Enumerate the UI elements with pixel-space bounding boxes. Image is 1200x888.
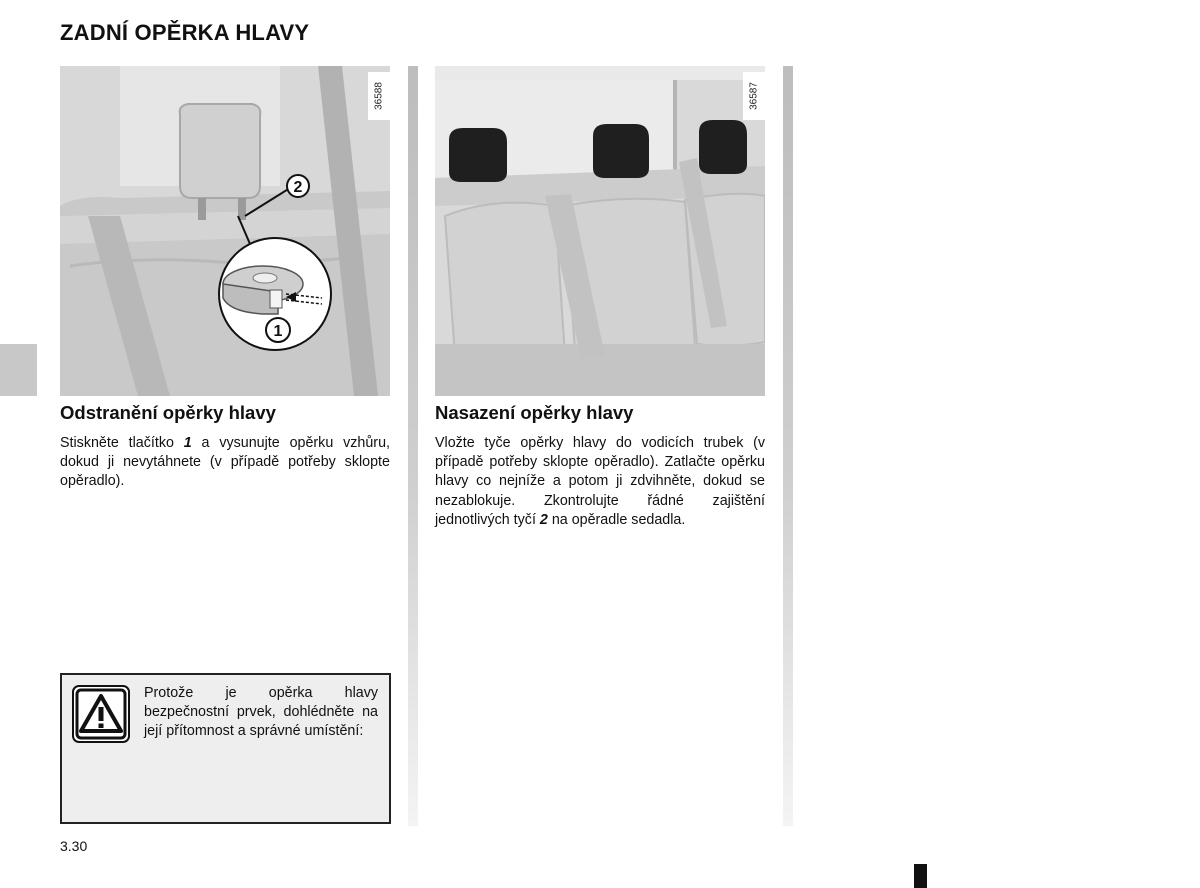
heading-fitting: Nasazení opěrky hlavy <box>435 402 634 423</box>
fitting-instructions: Vložte tyče opěrky hlavy do vodicích trubek (v případě potřeby sklopte opěradlo). Zatlačte opěrku hlavy co nejníže a potom ji zdvihněte, dokud se nezablokuje. Zkontrolujte řádné zajištění jednotlivých tyčí 2 na opěradle sedadla. <box>435 435 765 528</box>
column-divider-right <box>783 66 793 826</box>
page-number: 3.30 <box>60 838 88 854</box>
callout-2: 2 <box>293 179 303 196</box>
figure-code-label: 36587 <box>743 72 765 120</box>
illustration-rear-bench <box>435 66 765 396</box>
chapter-tab <box>0 344 37 396</box>
illustration-seat-closeup <box>60 66 390 396</box>
figure-headrest-fitting <box>435 66 765 396</box>
warning-box <box>60 673 391 824</box>
ref-rod-2: 2 <box>539 511 548 528</box>
figure-headrest-removal <box>60 66 390 396</box>
page-title: ZADNÍ OPĚRKA HLAVY <box>60 20 310 45</box>
heading-removal: Odstranění opěrky hlavy <box>60 402 276 423</box>
removal-instructions: Stiskněte tlačítko 1 a vysunujte opěrku vzhůru, dokud ji nevytáhnete (v případě potřeby sklopte opěradlo). <box>60 435 390 490</box>
warning-triangle-icon <box>72 685 130 743</box>
ref-button-1: 1 <box>183 435 192 451</box>
page-corner-mark <box>914 864 927 888</box>
warning-text: Protože je opěrka hlavy bezpečnostní prvek, dohlédněte na její přítomnost a správné umístění: <box>144 685 378 740</box>
figure-code-label: 36588 <box>368 72 390 120</box>
callout-1: 1 <box>273 323 283 340</box>
column-divider-left <box>408 66 418 826</box>
